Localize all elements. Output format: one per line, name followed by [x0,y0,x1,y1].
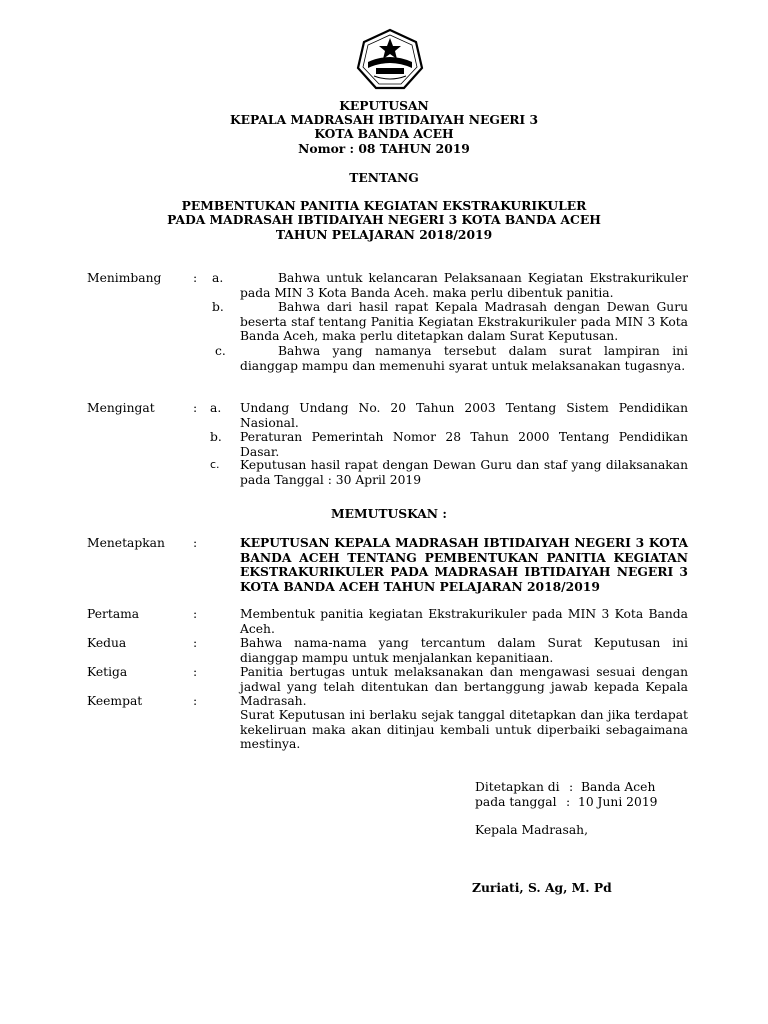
menimbang-item-c: Bahwa yang namanya tersebut dalam surat lampiran ini dianggap mampu dan memenuhi syarat untuk melaksanakan tugasnya. [240,344,688,373]
keempat-text: Surat Keputusan ini berlaku sejak tanggal ditetapkan dan jika terdapat kekeliruan maka akan ditinjau kembali untuk diperbaiki sebagaimana mestinya. [240,708,688,752]
ketiga-label: Ketiga [87,665,128,679]
pertama-text: Membentuk panitia kegiatan Ekstrakurikuler pada MIN 3 Kota Banda Aceh. [240,607,688,636]
place-value: Banda Aceh [581,780,656,794]
menimbang-letter-a: a. [212,271,224,285]
menimbang-letter-c: c. [215,344,226,358]
subject-line-2: PADA MADRASAH IBTIDAIYAH NEGERI 3 KOTA BANDA ACEH [167,212,601,227]
menimbang-letter-b: b. [212,300,224,314]
mengingat-colon: : [193,401,198,415]
mengingat-item-b: Peraturan Pemerintah Nomor 28 Tahun 2000 Tentang Pendidikan Dasar. [240,430,688,459]
mengingat-letter-c: c. [210,458,220,471]
kedua-label: Kedua [87,636,127,650]
kemenag-emblem-icon [354,28,426,92]
mengingat-letter-b: b. [210,430,222,444]
kedua-colon: : [193,636,198,650]
menetapkan-colon: : [193,536,198,550]
subject-line-3: TAHUN PELAJARAN 2018/2019 [275,227,493,242]
keempat-colon: : [193,694,198,708]
signer-name: Zuriati, S. Ag, M. Pd [472,880,612,895]
date-label: pada tanggal [475,795,557,809]
mengingat-label: Mengingat [87,401,155,415]
institution-title: KEPALA MADRASAH IBTIDAIYAH NEGERI 3 [229,112,539,127]
subject-line-1: PEMBENTUKAN PANITIA KEGIATAN EKSTRAKURIKULER [181,198,587,213]
doc-type-title: KEPUTUSAN [339,98,429,113]
madrasah-logo [354,28,426,92]
date-colon: : [566,795,571,809]
menimbang-label: Menimbang [87,271,162,285]
city-title: KOTA BANDA ACEH [314,126,454,141]
keempat-label: Keempat [87,694,143,708]
decree-number: Nomor : 08 TAHUN 2019 [298,141,470,156]
place-label: Ditetapkan di [475,780,560,794]
signer-role: Kepala Madrasah, [475,823,588,837]
mengingat-letter-a: a. [210,401,222,415]
date-value: 10 Juni 2019 [578,795,658,809]
menimbang-item-b: Bahwa dari hasil rapat Kepala Madrasah dengan Dewan Guru beserta staf tentang Panitia Kegiatan Ekstrakurikuler pada MIN 3 Kota Banda Aceh, maka perlu ditetapkan dalam Surat Keputusan. [240,300,688,344]
menetapkan-text: KEPUTUSAN KEPALA MADRASAH IBTIDAIYAH NEGERI 3 KOTA BANDA ACEH TENTANG PEMBENTUKAN PANITIA KEGIATAN EKSTRAKURIKULER PADA MADRASAH IBTIDAIYAH NEGERI 3 KOTA BANDA ACEH TAHUN PELAJARAN 2018/2019 [240,535,688,594]
kedua-text: Bahwa nama-nama yang tercantum dalam Surat Keputusan ini dianggap mampu untuk menjalankan kepanitiaan. [240,636,688,665]
menimbang-colon: : [193,271,198,285]
memutuskan-heading: MEMUTUSKAN : [331,506,447,521]
place-colon: : [569,780,574,794]
tentang-heading: TENTANG [349,170,419,185]
pertama-label: Pertama [87,607,140,621]
ketiga-colon: : [193,665,198,679]
ketiga-text: Panitia bertugas untuk melaksanakan dan mengawasi sesuai dengan jadwal yang telah ditentukan dan bertanggung jawab kepada Kepala Madrasah. [240,665,688,709]
mengingat-item-a: Undang Undang No. 20 Tahun 2003 Tentang Sistem Pendidikan Nasional. [240,401,688,430]
mengingat-item-c: Keputusan hasil rapat dengan Dewan Guru dan staf yang dilaksanakan pada Tanggal : 30 April 2019 [240,458,688,487]
menimbang-item-a: Bahwa untuk kelancaran Pelaksanaan Kegiatan Ekstrakurikuler pada MIN 3 Kota Banda Aceh. maka perlu dibentuk panitia. [240,271,688,300]
menetapkan-label: Menetapkan [87,536,165,550]
pertama-colon: : [193,607,198,621]
